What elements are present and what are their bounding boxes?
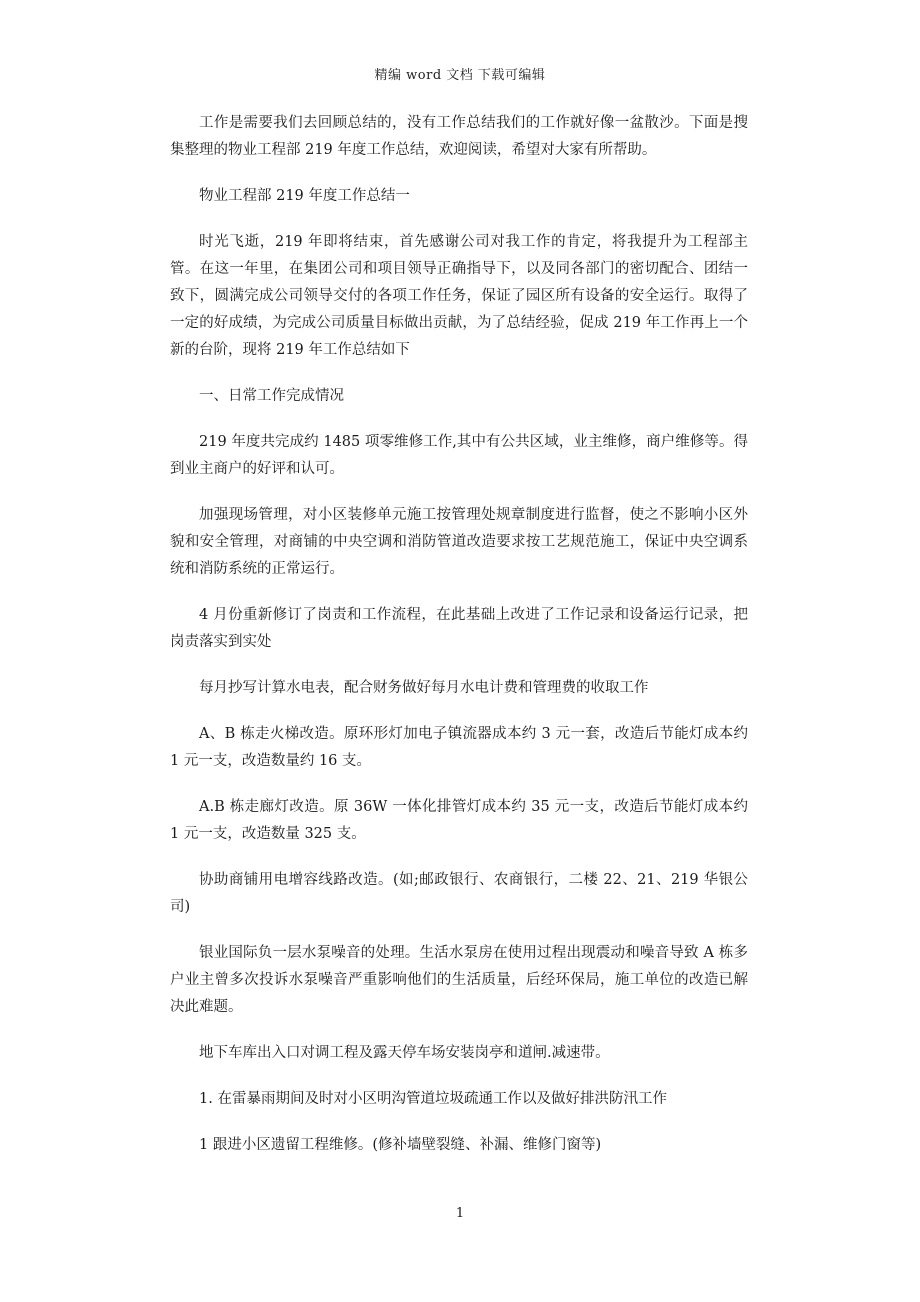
body-paragraph: 每月抄写计算水电表，配合财务做好每月水电计费和管理费的收取工作 xyxy=(199,680,649,696)
opening-paragraph: 时光飞逝，219 年即将结束，首先感谢公司对我工作的肯定，将我提升为工程部主管。在这一年里，在集团公司和项目领导正确指导下，以及同各部门的密切配合、团结一致下，圆满完成公司领导交付的各项工作任务，保证了园区所有设备的安全运行。取得了一定的好成绩，为完成公司质量目标做出贡献，为了总结经验，促成 219 年工作再上一个新的台阶，现将 219 年工作总结如下 xyxy=(170,234,748,358)
document-body xyxy=(170,110,748,1159)
section-heading-daily-work: 一、日常工作完成情况 xyxy=(199,388,344,404)
list-item: 1 跟进小区遗留工程维修。(修补墙壁裂缝、补漏、维修门窗等) xyxy=(199,1137,602,1153)
body-paragraph: A、B 栋走火梯改造。原环形灯加电子镇流器成本约 3 元一套，改造后节能灯成本约 1 元一支，改造数量约 16 支。 xyxy=(170,726,748,769)
intro-paragraph: 工作是需要我们去回顾总结的，没有工作总结我们的工作就好像一盆散沙。下面是搜集整理的物业工程部 219 年度工作总结，欢迎阅读，希望对大家有所帮助。 xyxy=(170,115,748,158)
page-header: 精编 word 文档 下载可编辑 xyxy=(374,68,546,83)
body-paragraph: A.B 栋走廊灯改造。原 36W 一体化排管灯成本约 35 元一支，改造后节能灯成本约 1 元一支，改造数量 325 支。 xyxy=(170,799,748,842)
body-paragraph: 银业国际负一层水泵噪音的处理。生活水泵房在使用过程出现震动和噪音导致 A 栋多户业主曾多次投诉水泵噪音严重影响他们的生活质量，后经环保局，施工单位的改造已解决此难题。 xyxy=(170,945,748,1015)
body-paragraph: 4 月份重新修订了岗责和工作流程，在此基础上改进了工作记录和设备运行记录，把岗责落实到实处 xyxy=(170,607,748,650)
page-number: 1 xyxy=(455,1206,465,1221)
body-paragraph: 协助商铺用电增容线路改造。(如;邮政银行、农商银行，二楼 22、21、219 华银公司) xyxy=(170,872,748,915)
body-paragraph: 219 年度共完成约 1485 项零维修工作,其中有公共区域，业主维修，商户维修等。得到业主商户的好评和认可。 xyxy=(170,434,748,477)
section-title: 物业工程部 219 年度工作总结一 xyxy=(199,188,410,204)
body-paragraph: 加强现场管理，对小区装修单元施工按管理处规章制度进行监督，使之不影响小区外貌和安全管理，对商铺的中央空调和消防管道改造要求按工艺规范施工，保证中央空调系统和消防系统的正常运行。 xyxy=(170,507,748,577)
list-item: 1. 在雷暴雨期间及时对小区明沟管道垃圾疏通工作以及做好排洪防汛工作 xyxy=(199,1091,667,1107)
body-paragraph: 地下车库出入口对调工程及露天停车场安装岗亭和道闸.减速带。 xyxy=(199,1045,610,1061)
